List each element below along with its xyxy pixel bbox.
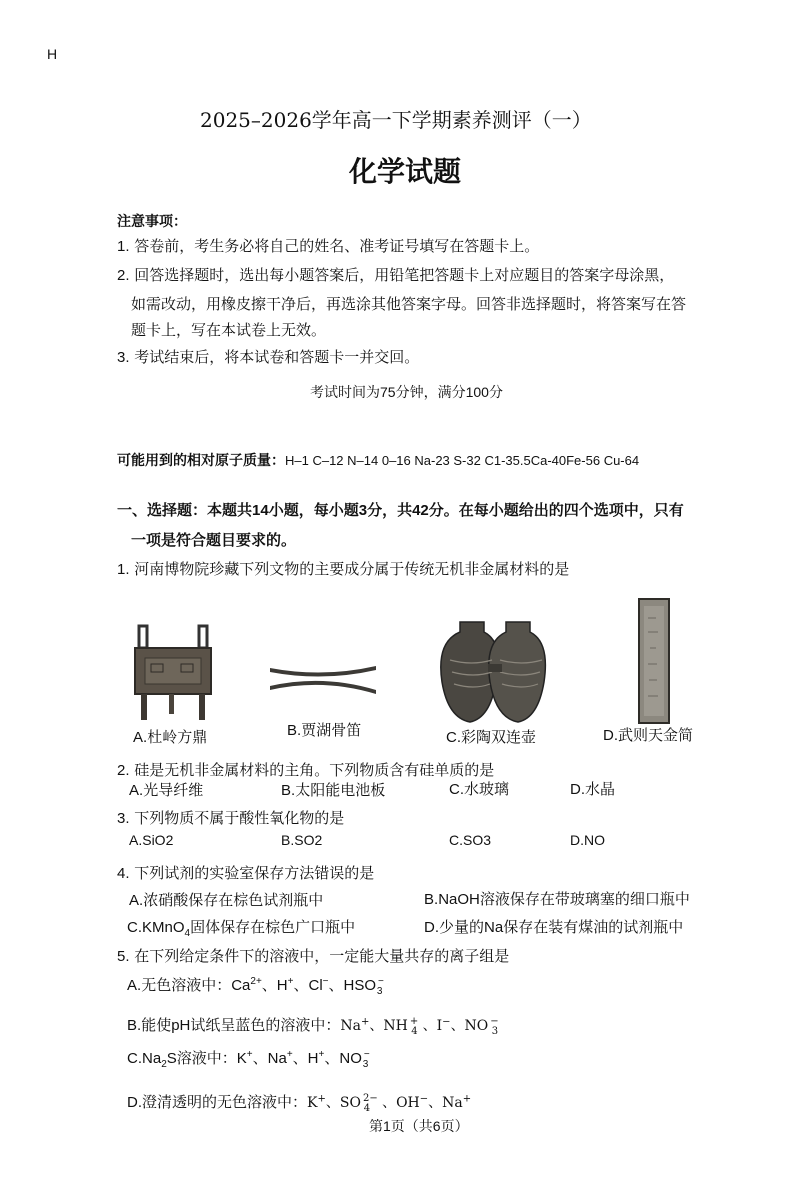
time-value: 75 — [380, 384, 396, 400]
q1-stem-text: 河南博物院珍藏下列文物的主要成分属于传统无机非金属材料的是 — [134, 560, 570, 578]
ion-list: Na+、NH +$_4$ 、I−、NO −$_3$ — [340, 1016, 499, 1037]
section1-heading-line-2: 一项是符合题目要求的。 — [131, 531, 297, 549]
footer-mid: 页（共 — [390, 1119, 433, 1135]
notice-item-text: 回答选择题时，选出每小题答案后，用铅笔把答题卡上对应题目的答案字母涂黑， — [134, 266, 675, 284]
option-text: 少量的 — [439, 918, 485, 936]
option-text: 杜岭方鼎 — [147, 728, 208, 746]
q5-option-b[interactable] — [127, 1015, 503, 1036]
q4-option-d[interactable] — [424, 917, 683, 938]
time-info-suffix: 分 — [488, 385, 503, 401]
q5-option-a[interactable] — [127, 975, 387, 996]
option-letter: C. — [127, 919, 142, 936]
footer-suffix: 页） — [440, 1119, 469, 1135]
footer-prefix: 第 — [369, 1119, 383, 1135]
q3-option-b[interactable]: B.SO2 — [281, 832, 323, 848]
q4-stem-text: 下列试剂的实验室保存方法错误的是 — [134, 864, 375, 882]
section1-text-a: 一、选择题：本题共 — [117, 501, 253, 519]
q1-number: 1. — [117, 561, 130, 578]
option-letter: A. — [129, 892, 144, 909]
section1-heading — [117, 500, 684, 521]
q4-option-c[interactable] — [127, 917, 355, 938]
notice-item-2-line-3: 题卡上，写在本试卷上无效。 — [131, 321, 327, 339]
q1-option-d[interactable] — [603, 725, 693, 746]
chem-subscript: 2 — [161, 1059, 167, 1070]
q4-stem — [117, 863, 374, 884]
ion-list: $Ca^{2+}$、H+、Cl−、HSO −$_3$ — [231, 976, 384, 997]
option-condition: 澄清透明的无色溶液中： — [142, 1093, 308, 1111]
chem-subscript: 4 — [184, 928, 191, 939]
q1-stem — [117, 559, 569, 580]
option-condition: 无色溶液中： — [141, 976, 232, 994]
atomic-mass-values: H–1 C–12 N–14 0–16 Na-23 S-32 C1-35.5Ca-40Fe-56 Cu-64 — [285, 453, 640, 468]
chem-formula: Na — [484, 919, 504, 936]
notice-item-2-line-2: 如需改动，用橡皮擦干净后，再选涂其他答案字母。回答非选择题时，将答案写在答 — [131, 295, 687, 313]
option-text: 浓硝酸保存在棕色试剂瓶中 — [143, 891, 324, 909]
q4-number: 4. — [117, 865, 130, 882]
q4-option-b[interactable] — [424, 889, 690, 910]
section1-text-d: 分。在每小题给出的四个选项中，只有 — [428, 501, 684, 519]
q1-option-c[interactable] — [446, 727, 536, 748]
section1-text-b: 小题，每小题 — [268, 501, 359, 519]
double-pot-image — [440, 620, 550, 724]
q2-option-d[interactable] — [570, 779, 615, 800]
option-text: 太阳能电池板 — [295, 781, 386, 799]
option-text: 保存在装有煤油的试剂瓶中 — [503, 918, 684, 936]
notice-item-num: 2. — [117, 267, 130, 284]
chem-formula: NaOH — [438, 891, 480, 908]
q1-option-b[interactable] — [287, 720, 361, 741]
option-letter: D. — [603, 727, 618, 744]
q5-option-c[interactable] — [127, 1048, 373, 1069]
option-condition: 溶液中： — [176, 1049, 237, 1067]
option-letter: A. — [129, 782, 144, 799]
option-letter: A. — [127, 977, 142, 994]
q2-stem — [117, 760, 494, 781]
chem-formula: S — [166, 1050, 177, 1067]
section1-count: 14 — [252, 502, 269, 519]
notice-item-1 — [117, 236, 539, 257]
q5-stem-text: 在下列给定条件下的溶液中，一定能大量共存的离子组是 — [134, 947, 510, 965]
option-condition: 能使 — [141, 1016, 172, 1034]
subject-title: 化学试题 — [349, 155, 462, 188]
option-text: 溶液保存在带玻璃塞的细口瓶中 — [479, 890, 690, 908]
section1-points-total: 42 — [412, 502, 429, 519]
option-text: 武则天金简 — [618, 726, 694, 744]
section1-text-c: 分，共 — [367, 501, 413, 519]
option-condition: 试纸呈蓝色的溶液中： — [190, 1016, 341, 1034]
bronze-ding-image — [133, 624, 213, 722]
q3-option-c[interactable]: C.SO3 — [449, 832, 492, 848]
chem-formula: pH — [171, 1017, 191, 1034]
notice-item-3 — [117, 347, 419, 368]
option-letter: C. — [446, 729, 461, 746]
q3-stem-text: 下列物质不属于酸性氧化物的是 — [134, 809, 345, 827]
q4-option-a[interactable] — [129, 890, 323, 911]
ion-list: K+、SO $^{2-}_4$ 、OH−、Na+ — [307, 1093, 472, 1114]
q2-option-b[interactable] — [281, 780, 385, 801]
option-letter: B. — [127, 1017, 142, 1034]
notice-item-num: 3. — [117, 349, 130, 366]
page-footer — [369, 1116, 469, 1137]
section1-points-each: 3 — [358, 502, 368, 519]
option-letter: B. — [424, 891, 439, 908]
option-text: 水晶 — [585, 780, 616, 798]
time-info-mid: 分钟，满分 — [395, 385, 466, 401]
atomic-mass-line — [117, 451, 639, 471]
option-letter: D. — [127, 1094, 142, 1111]
option-letter: A. — [133, 729, 148, 746]
q1-option-a[interactable] — [133, 727, 207, 748]
q3-option-d[interactable]: D.NO — [570, 832, 605, 848]
option-text: 贾湖骨笛 — [301, 721, 362, 739]
q3-stem — [117, 808, 344, 829]
notice-item-2 — [117, 265, 674, 286]
notice-item-num: 1. — [117, 238, 130, 255]
footer-page: 1 — [383, 1118, 391, 1134]
option-text: 固体保存在棕色广口瓶中 — [190, 918, 356, 936]
option-letter: C. — [449, 781, 464, 798]
notice-heading: 注意事项： — [117, 214, 187, 230]
exam-title: 2025–2026学年高一下学期素养测评（一） — [200, 108, 592, 132]
option-letter: D. — [424, 919, 439, 936]
chem-formula: Na — [142, 1050, 162, 1067]
bone-flute-image — [268, 660, 378, 696]
ion-list: K+、Na+、H+、NO −$_3$ — [236, 1049, 370, 1070]
exam-time-info — [310, 382, 503, 403]
q2-number: 2. — [117, 762, 130, 779]
chem-formula: KMnO — [142, 919, 185, 936]
q3-option-a[interactable]: A.SiO2 — [129, 832, 174, 848]
q5-stem — [117, 946, 509, 967]
option-text: 光导纤维 — [143, 781, 204, 799]
q2-stem-text: 硅是无机非金属材料的主角。下列物质含有硅单质的是 — [134, 761, 495, 779]
notice-item-text: 考试结束后，将本试卷和答题卡一并交回。 — [134, 348, 420, 366]
option-letter: B. — [287, 722, 302, 739]
time-info-prefix: 考试时间为 — [310, 385, 380, 401]
corner-mark: H — [47, 46, 58, 62]
footer-total: 6 — [432, 1118, 441, 1134]
option-letter: D. — [570, 781, 585, 798]
option-text: 水玻璃 — [464, 780, 510, 798]
option-letter: C. — [127, 1050, 142, 1067]
option-letter: B. — [281, 782, 296, 799]
atomic-mass-label: 可能用到的相对原子质量： — [117, 453, 285, 469]
q2-option-a[interactable] — [129, 780, 203, 801]
q3-number: 3. — [117, 810, 130, 827]
notice-item-text: 答卷前，考生务必将自己的姓名、准考证号填写在答题卡上。 — [134, 237, 540, 255]
q5-number: 5. — [117, 948, 130, 965]
q5-option-d[interactable] — [127, 1092, 471, 1113]
option-text: 彩陶双连壶 — [461, 728, 537, 746]
q2-option-c[interactable] — [449, 779, 509, 800]
gold-tablet-image — [638, 598, 670, 724]
score-value: 100 — [465, 384, 489, 400]
